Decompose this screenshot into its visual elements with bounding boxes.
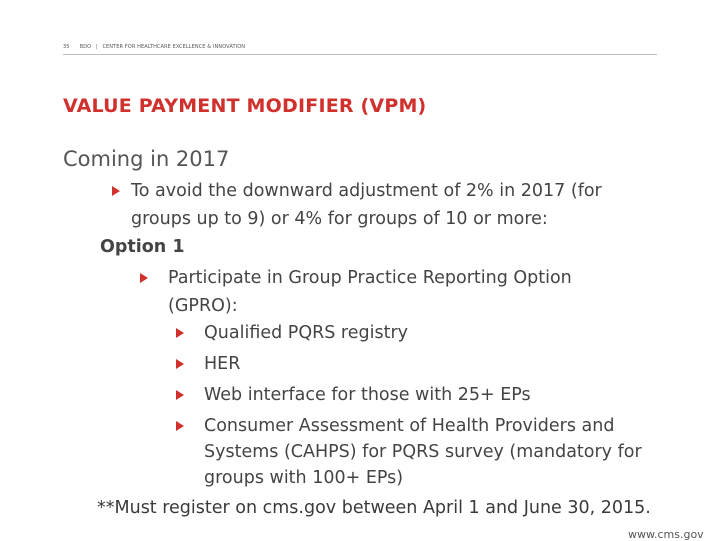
sub-bullet-4-line1: Consumer Assessment of Health Providers and — [204, 416, 615, 436]
header-separator: | — [95, 44, 98, 50]
bullet-arrow-icon — [176, 390, 184, 400]
header-bar — [63, 44, 245, 50]
page-number: 35 — [63, 44, 70, 50]
sub-bullet-4-line3: groups with 100+ EPs) — [204, 468, 404, 488]
sub-bullet-1: Qualified PQRS registry — [204, 323, 409, 343]
header-rule — [63, 54, 657, 55]
bullet1-line1: To avoid the downward adjustment of 2% in 2017 (for — [131, 181, 602, 201]
bullet1-line2: groups up to 9) or 4% for groups of 10 or more: — [131, 209, 548, 229]
footer-url: www.cms.gov — [628, 528, 704, 541]
slide-title: VALUE PAYMENT MODIFIER (VPM) — [63, 95, 427, 117]
bullet-arrow-icon — [176, 421, 184, 431]
center-name: CENTER FOR HEALTHCARE EXCELLENCE & INNOVATION — [102, 44, 246, 50]
sub-bullet-2: HER — [204, 354, 241, 374]
bullet-arrow-icon — [112, 186, 120, 196]
bullet-arrow-icon — [176, 359, 184, 369]
bullet-arrow-icon — [140, 273, 148, 283]
bullet-arrow-icon — [176, 328, 184, 338]
sub-bullet-4-line2: Systems (CAHPS) for PQRS survey (mandatory for — [204, 442, 642, 462]
bullet2-line2: (GPRO): — [168, 296, 238, 316]
slide-subtitle: Coming in 2017 — [63, 147, 230, 171]
bullet2-line1: Participate in Group Practice Reporting Option — [168, 268, 572, 288]
sub-bullet-3: Web interface for those with 25+ EPs — [204, 385, 531, 405]
registration-note: **Must register on cms.gov between April 1 and June 30, 2015. — [97, 498, 651, 518]
org-name: BDO — [79, 44, 92, 50]
option-label: Option 1 — [100, 237, 185, 257]
